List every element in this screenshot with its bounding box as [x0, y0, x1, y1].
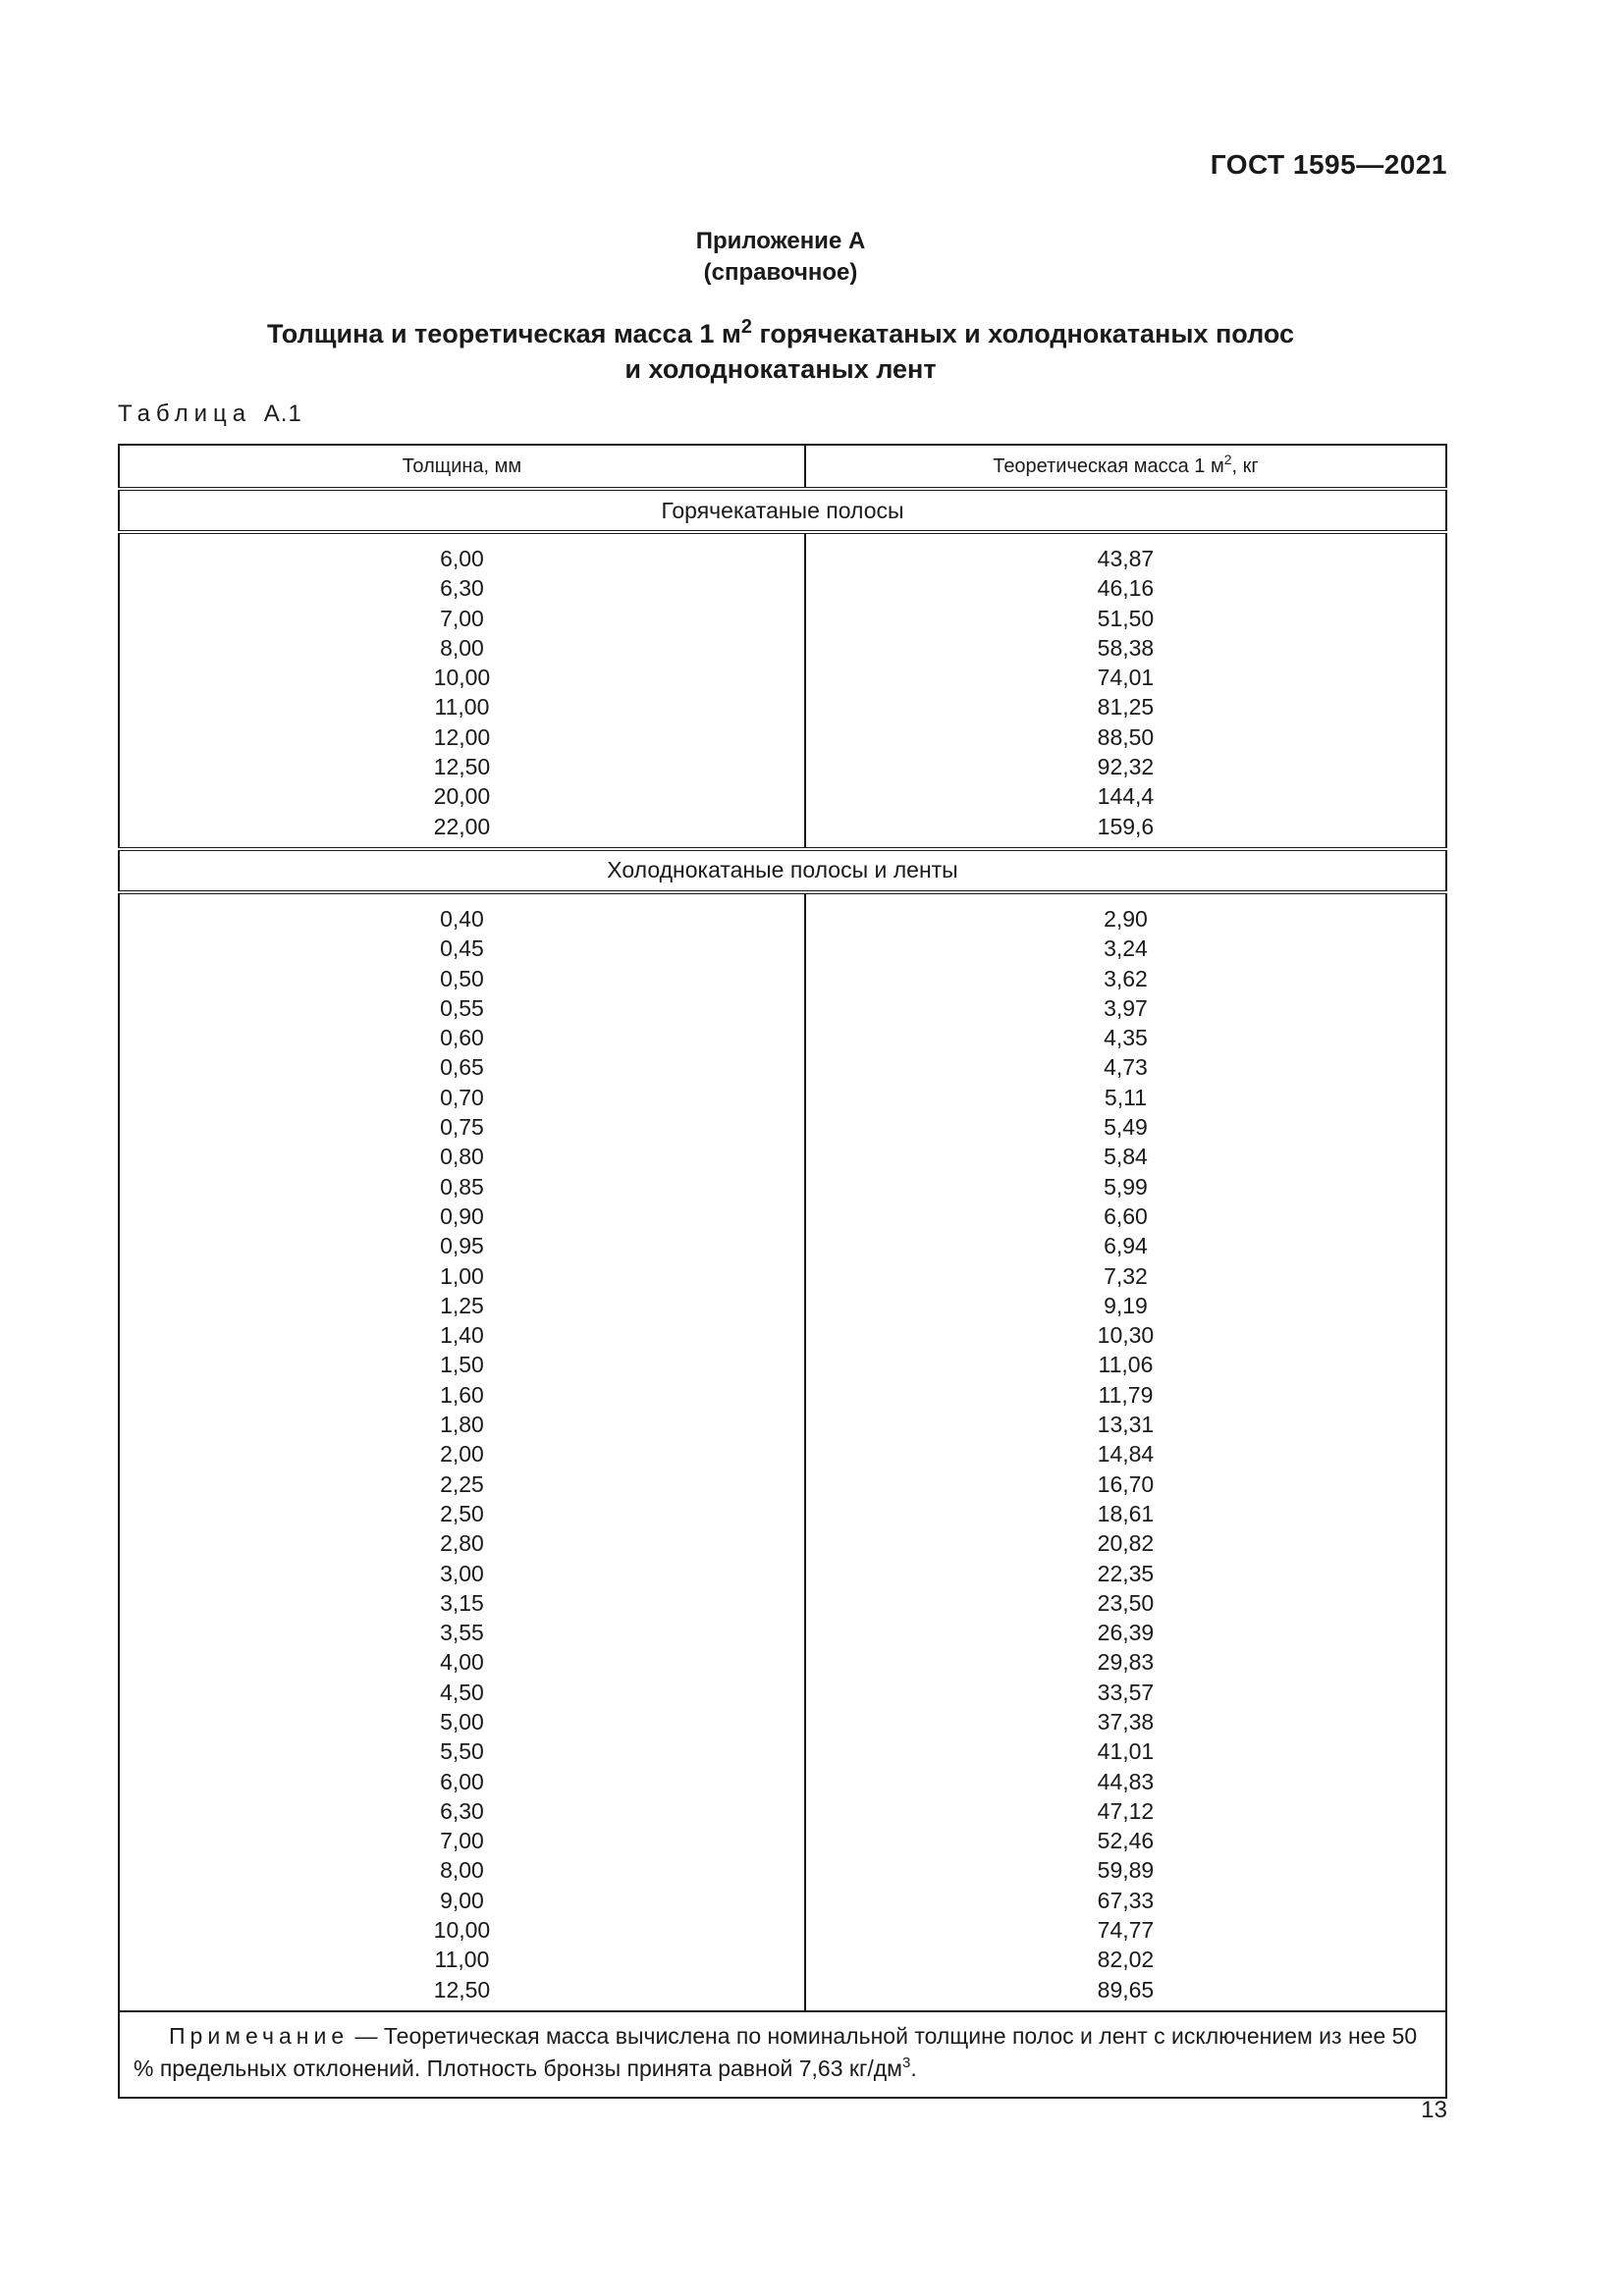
thickness-value: 0,40	[440, 905, 484, 932]
mass-value: 9,19	[1104, 1292, 1148, 1318]
mass-value: 16,70	[1097, 1470, 1155, 1497]
mass-value: 3,62	[1104, 965, 1148, 991]
thickness-value: 4,50	[440, 1679, 484, 1705]
thickness-value: 6,00	[440, 546, 484, 571]
section-title-cold-rolled: Холоднокатаные полосы и ленты	[119, 849, 1446, 892]
column-header-mass-sup: 2	[1223, 451, 1232, 467]
thickness-value: 2,00	[440, 1441, 484, 1468]
mass-value: 37,38	[1097, 1708, 1155, 1735]
mass-value: 5,49	[1104, 1114, 1148, 1141]
page-number: 13	[1421, 2097, 1447, 2123]
thickness-value: 12,50	[433, 754, 491, 780]
note-text: — Теоретическая масса вычислена по номинальной толщине полос и лент с исключением из нее 50 % предельных отклонений. Плотность бронзы принята равной 7,63 кг/дм	[134, 2022, 1418, 2081]
thickness-value: 0,60	[440, 1025, 484, 1051]
doc-code: ГОСТ 1595—2021	[1210, 149, 1447, 180]
thickness-value: 8,00	[440, 634, 484, 661]
section-title-hot-rolled: Горячекатаные полосы	[119, 489, 1446, 532]
mass-value: 81,25	[1097, 694, 1155, 721]
thickness-value: 0,75	[440, 1114, 484, 1141]
mass-value: 7,32	[1104, 1262, 1148, 1289]
table-caption-number: А.1	[263, 400, 302, 427]
mass-value: 26,39	[1097, 1620, 1155, 1646]
thickness-value: 12,00	[433, 723, 491, 750]
section-row-cold-rolled	[119, 849, 1446, 892]
mass-value: 6,94	[1104, 1233, 1148, 1259]
mass-value: 10,30	[1097, 1322, 1155, 1349]
mass-value: 47,12	[1097, 1797, 1155, 1824]
values-row-cold-rolled	[119, 892, 1446, 2011]
thickness-value: 11,00	[434, 694, 490, 721]
thickness-value: 7,00	[440, 1828, 484, 1854]
thickness-value: 0,85	[440, 1173, 484, 1200]
mass-value: 58,38	[1097, 634, 1155, 661]
page-title	[0, 316, 1561, 387]
mass-value: 5,99	[1104, 1173, 1148, 1200]
column-header-thickness: Толщина, мм	[119, 445, 805, 489]
thickness-value: 3,55	[440, 1620, 484, 1646]
thickness-value: 1,60	[440, 1381, 484, 1408]
thickness-value: 20,00	[433, 783, 491, 810]
thickness-value: 1,40	[440, 1322, 484, 1349]
mass-value: 88,50	[1097, 723, 1155, 750]
thickness-value: 2,80	[440, 1530, 484, 1557]
note-end: .	[910, 2055, 917, 2081]
mass-value: 13,31	[1097, 1412, 1155, 1438]
thickness-value: 1,50	[440, 1352, 484, 1378]
note-row	[119, 2011, 1446, 2098]
thickness-value: 0,45	[440, 935, 484, 962]
thickness-value: 1,25	[440, 1292, 484, 1318]
thickness-value: 10,00	[433, 1917, 491, 1944]
thickness-value: 0,70	[440, 1084, 484, 1110]
thickness-value: 1,80	[440, 1412, 484, 1438]
thickness-value: 11,00	[434, 1947, 490, 1973]
thickness-value: 3,15	[440, 1589, 484, 1616]
mass-value: 67,33	[1097, 1887, 1155, 1913]
mass-value: 20,82	[1097, 1530, 1155, 1557]
mass-value: 159,6	[1097, 813, 1155, 839]
mass-value: 14,84	[1097, 1441, 1155, 1468]
thickness-value: 5,00	[440, 1708, 484, 1735]
mass-value: 6,60	[1104, 1202, 1148, 1229]
mass-value: 144,4	[1097, 783, 1155, 810]
thickness-cell-cold-rolled	[119, 892, 805, 2011]
mass-value: 3,97	[1104, 994, 1148, 1021]
mass-value: 5,84	[1104, 1144, 1148, 1170]
thickness-value: 6,30	[440, 575, 484, 602]
mass-value: 29,83	[1097, 1649, 1155, 1676]
thickness-mass-table	[118, 444, 1447, 2099]
annex-title: Приложение А	[695, 228, 866, 254]
title-line-1	[0, 316, 1561, 351]
thickness-value: 0,95	[440, 1233, 484, 1259]
mass-value: 43,87	[1097, 546, 1155, 571]
mass-value: 4,73	[1104, 1054, 1148, 1081]
mass-cell-cold-rolled	[805, 892, 1446, 2011]
thickness-value: 2,50	[440, 1500, 484, 1526]
mass-value: 2,90	[1104, 905, 1148, 932]
column-header-mass-text: Теоретическая масса 1 м	[993, 454, 1224, 477]
mass-value: 23,50	[1097, 1589, 1155, 1616]
column-header-mass	[805, 445, 1446, 489]
mass-value: 11,79	[1098, 1381, 1154, 1408]
thickness-value: 12,50	[433, 1976, 491, 2002]
thickness-value: 9,00	[440, 1887, 484, 1913]
mass-value: 46,16	[1097, 575, 1155, 602]
thickness-value: 7,00	[440, 605, 484, 631]
table-note	[119, 2011, 1446, 2098]
section-row-hot-rolled	[119, 489, 1446, 532]
mass-cell-hot-rolled	[805, 532, 1446, 849]
thickness-value: 0,90	[440, 1202, 484, 1229]
mass-value: 74,77	[1097, 1917, 1155, 1944]
mass-value: 3,24	[1104, 935, 1148, 962]
title-sup: 2	[740, 316, 753, 338]
mass-value: 11,06	[1098, 1352, 1154, 1378]
table-header-row	[119, 445, 1446, 489]
column-header-mass-unit: , кг	[1231, 454, 1259, 477]
mass-value: 92,32	[1097, 754, 1155, 780]
table-caption	[118, 400, 302, 428]
thickness-value: 10,00	[433, 665, 491, 691]
mass-value: 82,02	[1097, 1947, 1155, 1973]
mass-value: 5,11	[1104, 1084, 1147, 1110]
mass-value: 18,61	[1097, 1500, 1155, 1526]
mass-value: 59,89	[1097, 1857, 1155, 1884]
thickness-value: 4,00	[440, 1649, 484, 1676]
thickness-value: 22,00	[433, 813, 491, 839]
table-caption-label: Таблица	[118, 400, 252, 427]
annex-heading	[0, 226, 1561, 289]
values-row-hot-rolled	[119, 532, 1446, 849]
mass-value: 22,35	[1097, 1560, 1155, 1586]
mass-value: 33,57	[1097, 1679, 1155, 1705]
thickness-value: 0,80	[440, 1144, 484, 1170]
thickness-value: 5,50	[440, 1738, 484, 1765]
mass-value: 44,83	[1097, 1768, 1155, 1794]
thickness-value: 1,00	[440, 1262, 484, 1289]
thickness-value: 0,50	[440, 965, 484, 991]
mass-value: 52,46	[1097, 1828, 1155, 1854]
mass-value: 74,01	[1097, 665, 1155, 691]
mass-value: 51,50	[1097, 605, 1155, 631]
thickness-value: 2,25	[440, 1470, 484, 1497]
thickness-value: 6,30	[440, 1797, 484, 1824]
thickness-cell-hot-rolled	[119, 532, 805, 849]
thickness-value: 0,55	[440, 994, 484, 1021]
annex-type: (справочное)	[703, 259, 858, 286]
title-part-2: горячекатаных и холоднокатаных полос	[752, 319, 1295, 348]
thickness-value: 0,65	[440, 1054, 484, 1081]
thickness-value: 3,00	[440, 1560, 484, 1586]
note-sup: 3	[901, 2054, 911, 2071]
title-line-2: и холоднокатаных лент	[624, 354, 937, 384]
mass-value: 41,01	[1097, 1738, 1155, 1765]
title-part-1: Толщина и теоретическая масса 1 м	[266, 319, 741, 348]
note-label: Примечание	[169, 2022, 350, 2049]
mass-value: 4,35	[1104, 1025, 1148, 1051]
mass-value: 89,65	[1097, 1976, 1155, 2002]
thickness-value: 8,00	[440, 1857, 484, 1884]
thickness-value: 6,00	[440, 1768, 484, 1794]
